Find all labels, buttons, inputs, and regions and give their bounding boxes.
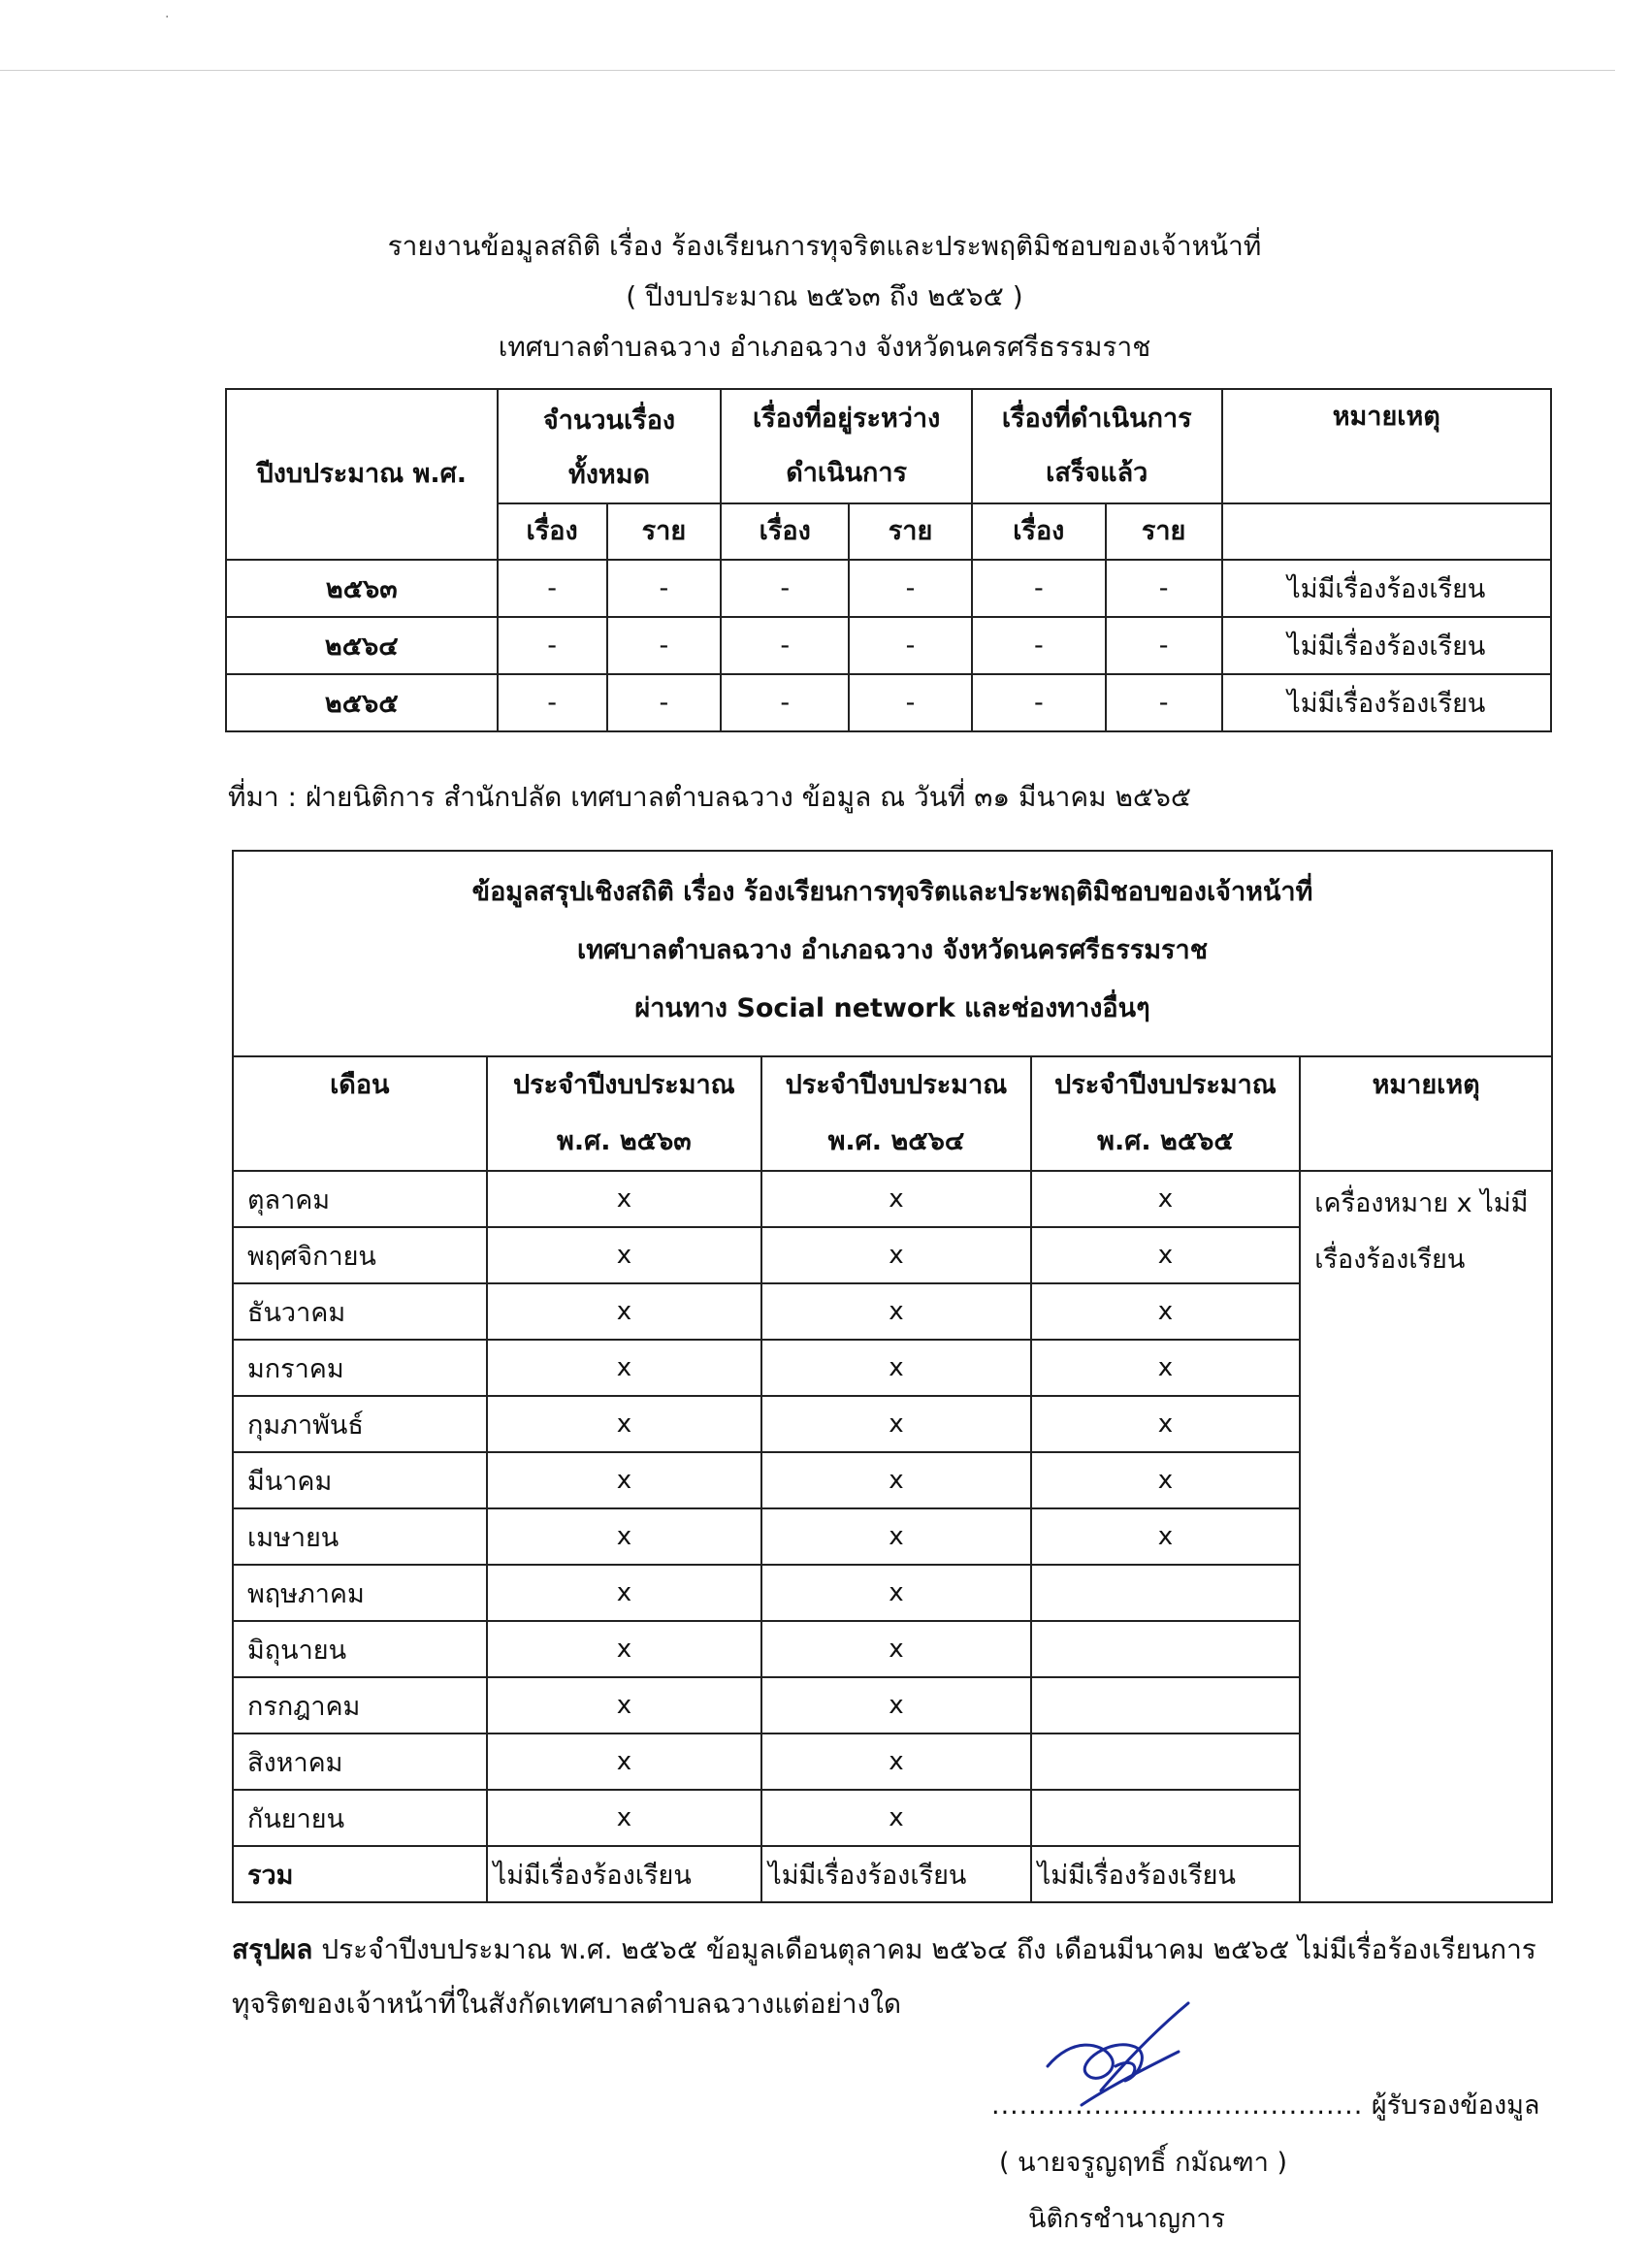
mark-cell: x <box>487 1790 762 1846</box>
mark-cell: x <box>1031 1340 1301 1396</box>
header-fy-label: ประจำปีงบประมาณ <box>513 1070 735 1100</box>
note-cell: ไม่มีเรื่องร้องเรียน <box>1222 617 1551 674</box>
table-header-row <box>226 389 1551 503</box>
caption-row <box>233 851 1552 1056</box>
scan-speck: · <box>165 10 170 25</box>
mark-cell: x <box>761 1677 1031 1733</box>
total-value: ไม่มีเรื่องร้องเรียน <box>1031 1846 1301 1902</box>
total-label: รวม <box>233 1846 487 1902</box>
value-cell: - <box>972 617 1106 674</box>
table-header-row <box>233 1056 1552 1171</box>
header-total-line2: ทั้งหมด <box>567 460 651 490</box>
mark-cell: x <box>1031 1227 1301 1283</box>
month-cell: พฤษภาคม <box>233 1565 487 1621</box>
value-cell: - <box>1106 560 1222 617</box>
signature-dots: ........................................ <box>991 2090 1364 2121</box>
summary-text: ประจำปีงบประมาณ พ.ศ. ๒๕๖๕ ข้อมูลเดือนตุลาคม ๒๕๖๔ ถึง เดือนมีนาคม ๒๕๖๕ ไม่มีเรื่อร้องเรียนการทุจริตของเจ้าหน้าที่ในสังกัดเทศบาลตำบลฉวางแต่อย่างใด <box>232 1933 1536 2020</box>
mark-cell: x <box>761 1396 1031 1452</box>
mark-cell <box>1031 1621 1301 1677</box>
table-row <box>226 560 1551 617</box>
value-cell: - <box>498 560 607 617</box>
header-fy64 <box>761 1056 1031 1171</box>
header-fy63-year: พ.ศ. ๒๕๖๓ <box>557 1126 692 1156</box>
header-fy65-year: พ.ศ. ๒๕๖๕ <box>1097 1126 1234 1156</box>
mark-cell: x <box>1031 1283 1301 1340</box>
year-cell: ๒๕๖๕ <box>226 674 498 731</box>
mark-cell: x <box>487 1340 762 1396</box>
mark-cell: x <box>761 1227 1031 1283</box>
header-fy65 <box>1031 1056 1301 1171</box>
header-fy63 <box>487 1056 762 1171</box>
summary-paragraph <box>232 1923 1561 2031</box>
source-note: ที่มา : ฝ่ายนิติการ สำนักปลัด เทศบาลตำบลฉวาง ข้อมูล ณ วันที่ ๓๑ มีนาคม ๒๕๖๕ <box>228 781 1192 813</box>
table-row <box>233 1171 1552 1227</box>
mark-cell: x <box>487 1677 762 1733</box>
mark-cell <box>1031 1677 1301 1733</box>
signature-line <box>991 2084 1539 2125</box>
value-cell: - <box>849 674 972 731</box>
header-total-line1: จำนวนเรื่อง <box>542 405 676 436</box>
value-cell: - <box>721 560 849 617</box>
subheader-count: เรื่อง <box>498 503 607 560</box>
header-note: หมายเหตุ <box>1300 1056 1552 1171</box>
value-cell: - <box>607 617 722 674</box>
header-fy64-year: พ.ศ. ๒๕๖๔ <box>827 1126 965 1156</box>
note-cell: ไม่มีเรื่องร้องเรียน <box>1222 674 1551 731</box>
header-done <box>972 389 1222 503</box>
subheader-case: ราย <box>849 503 972 560</box>
header-year: ปีงบประมาณ พ.ศ. <box>226 389 498 560</box>
mark-cell: x <box>761 1452 1031 1508</box>
value-cell: - <box>607 674 722 731</box>
month-cell: มิถุนายน <box>233 1621 487 1677</box>
value-cell: - <box>849 560 972 617</box>
subheader-count: เรื่อง <box>972 503 1106 560</box>
signer-position: นิติกรชำนาญการ <box>1028 2204 1225 2234</box>
mark-cell: x <box>761 1565 1031 1621</box>
year-cell: ๒๕๖๔ <box>226 617 498 674</box>
mark-cell: x <box>487 1565 762 1621</box>
month-cell: เมษายน <box>233 1508 487 1565</box>
mark-cell: x <box>761 1790 1031 1846</box>
header-pending-line1: เรื่องที่อยู่ระหว่าง <box>752 404 941 434</box>
mark-cell: x <box>487 1283 762 1340</box>
header-month: เดือน <box>233 1056 487 1171</box>
mark-cell: x <box>1031 1508 1301 1565</box>
mark-cell <box>1031 1565 1301 1621</box>
value-cell: - <box>1106 617 1222 674</box>
month-cell: มกราคม <box>233 1340 487 1396</box>
value-cell: - <box>972 674 1106 731</box>
value-cell: - <box>498 617 607 674</box>
mark-cell: x <box>761 1621 1031 1677</box>
signer-name: ( นายจรูญฤทธิ์ กมัณฑา ) <box>999 2148 1287 2178</box>
mark-cell: x <box>1031 1171 1301 1227</box>
month-cell: ธันวาคม <box>233 1283 487 1340</box>
mark-cell <box>1031 1790 1301 1846</box>
table-caption <box>233 851 1552 1056</box>
value-cell: - <box>972 560 1106 617</box>
top-scan-line <box>0 70 1615 71</box>
subheader-case: ราย <box>607 503 722 560</box>
mark-cell: x <box>1031 1452 1301 1508</box>
caption-line2: เทศบาลตำบลฉวาง อำเภอฉวาง จังหวัดนครศรีธรรมราช <box>576 935 1209 965</box>
total-value: ไม่มีเรื่องร้องเรียน <box>487 1846 762 1902</box>
month-cell: กรกฎาคม <box>233 1677 487 1733</box>
subheader-case: ราย <box>1106 503 1222 560</box>
header-note: หมายเหตุ <box>1222 389 1551 503</box>
mark-cell: x <box>761 1283 1031 1340</box>
caption-line3: ผ่านทาง Social network และช่องทางอื่นๆ <box>634 993 1150 1023</box>
header-done-line1: เรื่องที่ดำเนินการ <box>1001 404 1192 434</box>
report-org: เทศบาลตำบลฉวาง อำเภอฉวาง จังหวัดนครศรีธรรมราช <box>498 331 1151 363</box>
total-value: ไม่มีเรื่องร้องเรียน <box>761 1846 1031 1902</box>
signature-role: ผู้รับรองข้องมูล <box>1371 2090 1540 2121</box>
mark-cell: x <box>761 1171 1031 1227</box>
table-row <box>226 674 1551 731</box>
value-cell: - <box>607 560 722 617</box>
mark-cell: x <box>487 1396 762 1452</box>
header-fy-label: ประจำปีงบประมาณ <box>1054 1070 1277 1100</box>
report-header <box>0 221 1649 373</box>
year-cell: ๒๕๖๓ <box>226 560 498 617</box>
month-cell: พฤศจิกายน <box>233 1227 487 1283</box>
mark-cell: x <box>761 1508 1031 1565</box>
month-cell: ตุลาคม <box>233 1171 487 1227</box>
subheader-empty <box>1222 503 1551 560</box>
value-cell: - <box>1106 674 1222 731</box>
mark-cell: x <box>761 1340 1031 1396</box>
mark-cell: x <box>487 1171 762 1227</box>
mark-cell: x <box>761 1733 1031 1790</box>
report-title: รายงานข้อมูลสถิติ เรื่อง ร้องเรียนการทุจริตและประพฤติมิชอบของเจ้าหน้าที่ <box>387 230 1262 262</box>
caption-line1: ข้อมูลสรุปเชิงสถิติ เรื่อง ร้องเรียนการทุจริตและประพฤติมิชอบของเจ้าหน้าที่ <box>471 877 1313 907</box>
mark-cell: x <box>487 1621 762 1677</box>
value-cell: - <box>498 674 607 731</box>
month-cell: สิงหาคม <box>233 1733 487 1790</box>
mark-cell: x <box>487 1452 762 1508</box>
note-cell: ไม่มีเรื่องร้องเรียน <box>1222 560 1551 617</box>
header-total <box>498 389 722 503</box>
value-cell: - <box>849 617 972 674</box>
summary-label: สรุปผล <box>232 1933 313 1965</box>
header-pending <box>721 389 972 503</box>
mark-cell <box>1031 1733 1301 1790</box>
value-cell: - <box>721 617 849 674</box>
header-done-line2: เสร็จแล้ว <box>1046 458 1148 488</box>
header-fy-label: ประจำปีงบประมาณ <box>785 1070 1008 1100</box>
month-cell: กันยายน <box>233 1790 487 1846</box>
complaint-stats-table <box>225 388 1552 732</box>
header-pending-line2: ดำเนินการ <box>786 458 908 488</box>
remark-cell: เครื่องหมาย x ไม่มีเรื่องร้องเรียน <box>1300 1171 1552 1902</box>
month-cell: มีนาคม <box>233 1452 487 1508</box>
table-row <box>226 617 1551 674</box>
mark-cell: x <box>487 1227 762 1283</box>
report-subtitle: ( ปีงบประมาณ ๒๕๖๓ ถึง ๒๕๖๕ ) <box>626 280 1023 312</box>
mark-cell: x <box>487 1733 762 1790</box>
subheader-count: เรื่อง <box>721 503 849 560</box>
month-cell: กุมภาพันธ์ <box>233 1396 487 1452</box>
mark-cell: x <box>1031 1396 1301 1452</box>
value-cell: - <box>721 674 849 731</box>
mark-cell: x <box>487 1508 762 1565</box>
monthly-summary-table <box>232 850 1553 1903</box>
